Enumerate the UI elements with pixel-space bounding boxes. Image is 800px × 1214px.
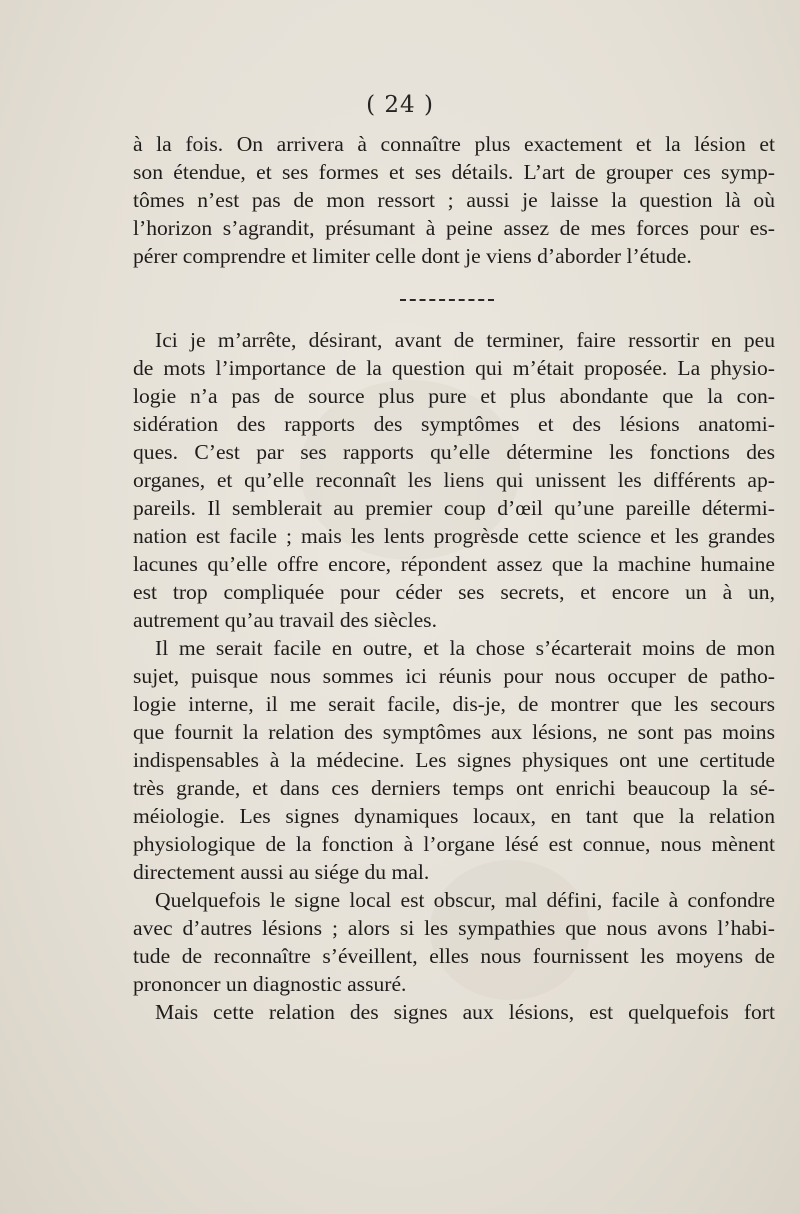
text-line: Il me serait facile en outre, et la chose s’écarterait moins de mon [155, 636, 775, 660]
text-line: que fournit la relation des symptômes aux lésions, ne sont pas moins [133, 720, 775, 744]
text-line: prononcer un diagnostic assuré. [133, 972, 407, 996]
text-line: indispensables à la médecine. Les signes physiques ont une certitude [133, 748, 775, 772]
text-line: tude de reconnaître s’éveillent, elles nous fournissent les moyens de [133, 944, 775, 968]
text-line: de mots l’importance de la question qui m’était proposée. La physio- [133, 356, 775, 380]
text-line: physiologique de la fonction à l’organe lésé est connue, nous mènent [133, 832, 775, 856]
text-line: à la fois. On arrivera à connaître plus exactement et la lésion et [133, 132, 775, 156]
text-line: sidération des rapports des symptômes et des lésions anatomi- [133, 412, 775, 436]
text-line: nation est facile ; mais les lents progrèsde cette science et les grandes [133, 524, 775, 548]
section-divider [400, 299, 494, 303]
text-line: lacunes qu’elle offre encore, répondent assez que la machine humaine [133, 552, 775, 576]
text-line: tômes n’est pas de mon ressort ; aussi je laisse la question là où [133, 188, 775, 212]
text-line: est trop compliquée pour céder ses secrets, et encore un à un, [133, 580, 775, 604]
text-line: son étendue, et ses formes et ses détails. L’art de grouper ces symp- [133, 160, 775, 184]
text-line: directement aussi au siége du mal. [133, 860, 430, 884]
page-number: ( 24 ) [366, 92, 434, 118]
text-line: pareils. Il semblerait au premier coup d’œil qu’une pareille détermi- [133, 496, 775, 520]
text-line: ques. C’est par ses rapports qu’elle détermine les fonctions des [133, 440, 775, 464]
text-line: très grande, et dans ces derniers temps ont enrichi beaucoup la sé- [133, 776, 775, 800]
text-line: méiologie. Les signes dynamiques locaux, en tant que la relation [133, 804, 775, 828]
text-line: pérer comprendre et limiter celle dont je viens d’aborder l’étude. [133, 244, 692, 268]
text-line: sujet, puisque nous sommes ici réunis pour nous occuper de patho- [133, 664, 775, 688]
text-line: organes, et qu’elle reconnaît les liens qui unissent les différents ap- [133, 468, 775, 492]
text-line: autrement qu’au travail des siècles. [133, 608, 437, 632]
text-line: Mais cette relation des signes aux lésions, est quelquefois fort [155, 1000, 775, 1024]
text-line: logie interne, il me serait facile, dis-je, de montrer que les secours [133, 692, 775, 716]
text-line: Quelquefois le signe local est obscur, mal défini, facile à confondre [155, 888, 775, 912]
text-line: Ici je m’arrête, désirant, avant de terminer, faire ressortir en peu [155, 328, 775, 352]
text-line: logie n’a pas de source plus pure et plus abondante que la con- [133, 384, 775, 408]
text-line: l’horizon s’agrandit, présumant à peine assez de mes forces pour es- [133, 216, 775, 240]
text-line: avec d’autres lésions ; alors si les sympathies que nous avons l’habi- [133, 916, 775, 940]
